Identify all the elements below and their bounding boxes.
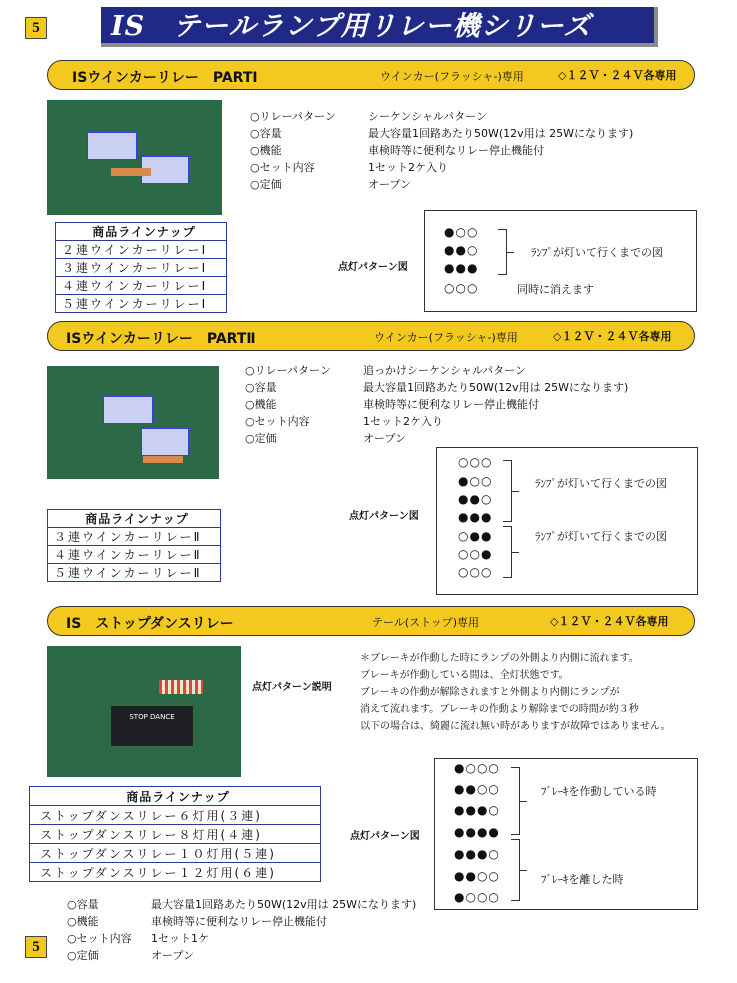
lineup-item: ５連ウインカーリレーⅡ (48, 564, 221, 582)
pattern-note: 同時に消えます (517, 283, 594, 296)
pattern-row: ○●● (458, 529, 493, 543)
spec-key: ○セット内容 (250, 161, 315, 174)
lineup-item: ４連ウインカーリレーⅡ (48, 546, 221, 564)
spec-value: 最大容量1回路あたり50W(12v用は 25Wになります) (151, 898, 417, 911)
pattern-label: 点灯パターン図 (349, 511, 419, 522)
spec-value: シーケンシャルパターン (368, 110, 487, 123)
pattern-note: ﾌﾞﾚｰｷを作動している時 (541, 785, 657, 798)
pattern-note: ﾗﾝﾌﾟが灯いて行くまでの図 (535, 530, 667, 543)
spec-key: ○機能 (250, 144, 282, 157)
lineup-table-stopdance (29, 786, 321, 882)
lineup-header: 商品ラインナップ (48, 510, 221, 528)
lineup-header: 商品ラインナップ (56, 223, 227, 241)
lineup-table-part2 (47, 509, 221, 582)
spec-value: 車検時等に便利なリレー停止機能付 (368, 144, 544, 157)
spec-list-part1 (250, 108, 670, 198)
note-line: ブレーキの作動が解除されますと外側より内側にランプが (360, 687, 620, 698)
pattern-label: 点灯パターン図 (338, 262, 408, 273)
spec-value: 最大容量1回路あたり50W(12v用は 25Wになります) (363, 381, 629, 394)
pattern-row: ○○○ (444, 281, 479, 295)
spec-key: ○容量 (67, 898, 99, 911)
pattern-label: 点灯パターン図 (350, 831, 420, 842)
pattern-row: ●●●○ (454, 847, 500, 861)
spec-value: 車検時等に便利なリレー停止機能付 (151, 915, 327, 928)
pattern-row: ●●○ (458, 492, 493, 506)
pattern-row: ●○○○ (454, 890, 500, 904)
bracket (511, 767, 520, 835)
section-name: IS ストップダンスリレー (66, 616, 234, 632)
pattern-row: ○○● (458, 547, 493, 561)
spec-key: ○機能 (67, 915, 99, 928)
section-header-part1 (47, 60, 695, 90)
spec-value: 1セット2ケ入り (363, 415, 443, 428)
section-voltage: ◇１２Ｖ・２４Ｖ各専用 (550, 615, 669, 628)
spec-key: ○容量 (245, 381, 277, 394)
pattern-row: ●●●○ (454, 803, 500, 817)
section-usage: ウインカー(フラッシャ-)専用 (374, 331, 518, 344)
pattern-note: ﾗﾝﾌﾟが灯いて行くまでの図 (531, 246, 663, 259)
spec-key: ○セット内容 (67, 932, 132, 945)
product-photo-part2 (47, 366, 219, 479)
bracket (511, 839, 520, 901)
spec-value: オープン (368, 178, 412, 191)
pattern-row: ●●● (444, 261, 479, 275)
section-name: ISウインカーリレー PARTⅠ (72, 70, 258, 86)
pattern-note: ﾌﾞﾚｰｷを離した時 (541, 873, 624, 886)
spec-value: オープン (363, 432, 407, 445)
pattern-row: ○○○ (458, 455, 493, 469)
pattern-note: ﾗﾝﾌﾟが灯いて行くまでの図 (535, 477, 667, 490)
pattern-row: ●○○ (444, 225, 479, 239)
lineup-item: ストップダンスリレー１０灯用(５連) (30, 844, 321, 863)
spec-value: 最大容量1回路あたり50W(12v用は 25Wになります) (368, 127, 634, 140)
lineup-header: 商品ラインナップ (30, 787, 321, 806)
spec-value: 車検時等に便利なリレー停止機能付 (363, 398, 539, 411)
spec-value: 追っかけシーケンシャルパターン (363, 364, 526, 377)
pattern-row: ●●● (458, 510, 493, 524)
spec-key: ○機能 (245, 398, 277, 411)
pattern-row: ●○○ (458, 474, 493, 488)
spec-key: ○セット内容 (245, 415, 310, 428)
note-line: ブレーキが作動している間は、全灯状態です。 (360, 670, 569, 681)
note-line: ＊ブレーキが作動した時にランプの外側より内側に流れます。 (360, 653, 639, 664)
spec-value: 1セット2ケ入り (368, 161, 448, 174)
pattern-row: ●●○○ (454, 782, 500, 796)
pattern-box-stopdance (434, 758, 698, 910)
product-photo-part1 (47, 100, 222, 215)
lineup-item: ストップダンスリレー６灯用(３連) (30, 806, 321, 825)
page-title: IS テールランプ用リレー機シリーズ (101, 7, 658, 47)
page-number-badge-bottom: 5 (25, 936, 47, 958)
note-line: 以下の場合は、綺麗に流れ無い時がありますが故障ではありません。 (360, 721, 671, 732)
spec-value: オープン (151, 949, 195, 962)
spec-key: ○リレーパターン (245, 364, 331, 377)
pattern-box-part2 (436, 447, 698, 595)
lineup-item: ５連ウインカーリレーⅠ (56, 295, 227, 313)
pattern-row: ●●○○ (454, 869, 500, 883)
section-voltage: ◇１２Ｖ・２４Ｖ各専用 (558, 69, 677, 82)
section-voltage: ◇１２Ｖ・２４Ｖ各専用 (553, 330, 672, 343)
lineup-item: ストップダンスリレー１２灯用(６連) (30, 863, 321, 882)
spec-key: ○定価 (250, 178, 282, 191)
lineup-table-part1 (55, 222, 227, 313)
spec-key: ○定価 (245, 432, 277, 445)
bracket (503, 460, 512, 522)
pattern-row: ●●●● (454, 825, 500, 839)
spec-value: 1セット1ケ (151, 932, 209, 945)
lineup-item: ３連ウインカーリレーⅠ (56, 259, 227, 277)
bracket (498, 229, 507, 275)
lineup-item: ２連ウインカーリレーⅠ (56, 241, 227, 259)
spec-list-stopdance (67, 896, 447, 966)
pattern-box-part1 (424, 210, 697, 312)
spec-key: ○容量 (250, 127, 282, 140)
section-header-part2 (47, 321, 695, 351)
page-number-badge-top: 5 (25, 17, 47, 39)
bracket (503, 526, 512, 578)
spec-list-part2 (245, 362, 675, 452)
lineup-item: ストップダンスリレー８灯用(４連) (30, 825, 321, 844)
section-usage: テール(ストップ)専用 (372, 616, 480, 629)
device-label: STOP DANCE (111, 706, 193, 746)
section-usage: ウインカー(フラッシャ-)専用 (380, 70, 524, 83)
note-label: 点灯パターン説明 (252, 682, 332, 693)
section-header-stopdance (47, 606, 695, 636)
lineup-item: ４連ウインカーリレーⅠ (56, 277, 227, 295)
pattern-row: ●○○○ (454, 761, 500, 775)
spec-key: ○定価 (67, 949, 99, 962)
lineup-item: ３連ウインカーリレーⅡ (48, 528, 221, 546)
pattern-row: ●●○ (444, 243, 479, 257)
product-photo-stopdance (47, 646, 241, 777)
pattern-row: ○○○ (458, 565, 493, 579)
note-line: 消えて流れます。ブレーキの作動より解除までの時間が約３秒 (360, 704, 639, 715)
section-name: ISウインカーリレー PARTⅡ (66, 331, 256, 347)
spec-key: ○リレーパターン (250, 110, 336, 123)
pattern-description (360, 650, 720, 735)
